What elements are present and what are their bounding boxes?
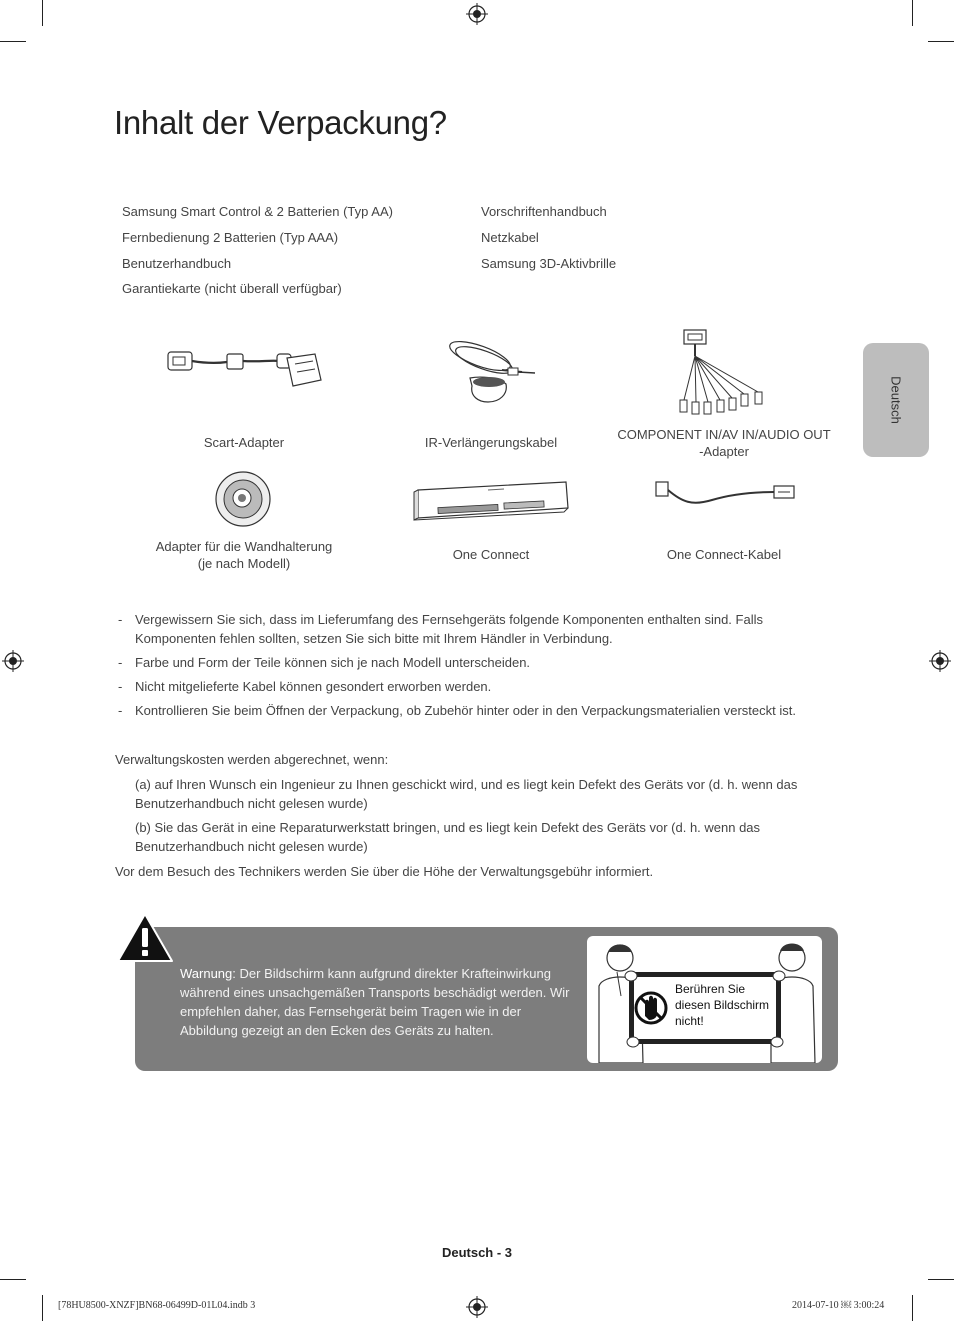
contents-item: Garantiekarte (nicht überall verfügbar) [122,281,342,296]
admin-fee-intro: Verwaltungskosten werden abgerechnet, wenn: [115,752,389,767]
registration-mark-icon [2,650,24,672]
tv-illustration-caption: Berühren Sie diesen Bildschirm nicht! [675,982,770,1028]
warning-triangle-icon [116,912,174,964]
note-text: Kontrollieren Sie beim Öffnen der Verpackung, ob Zubehör hinter oder in den Verpackungsmaterialien versteckt ist. [135,703,796,718]
note-text: Vergewissern Sie sich, dass im Lieferumfang des Fernsehgeräts folgende Komponenten enthalten sind. Falls Komponenten fehlen sollten, setzen Sie sich bitte mit Ihrem Händler in Verbindung. [135,612,763,646]
accessory-label: One Connect-Kabel [666,547,782,562]
warning-label: Warnung [180,966,233,981]
page-title: Inhalt der Verpackung? [114,104,447,141]
tv-carrying-illustration [587,936,822,1063]
wall-mount-adapter-icon [212,467,274,529]
print-slug-timestamp: 2014-07-10 ￼ 3:00:24 [792,1300,885,1311]
admin-fee-case-a: (a) auf Ihren Wunsch ein Ingenieur zu Ihnen geschickt wird, und es liegt kein Defekt des Geräts vor (d. h. wenn das Benutzerhandbuch nicht gelesen wurde) [135,777,798,811]
admin-fee-case-b: (b) Sie das Gerät in eine Reparaturwerkstatt bringen, und es liegt kein Defekt des Geräts vor (d. h. wenn das Benutzerhandbuch nicht gelesen wurde) [135,820,761,854]
contents-item: Samsung 3D-Aktivbrille [481,256,617,271]
crop-mark [0,1279,26,1280]
contents-item: Vorschriftenhandbuch [481,204,607,219]
crop-mark [42,1295,43,1321]
crop-mark [912,0,913,26]
list-item: - Nicht mitgelieferte Kabel können gesondert erworben werden. [118,679,492,694]
language-side-tab [863,343,929,457]
registration-mark-icon [929,650,951,672]
one-connect-box-icon [408,478,573,526]
contents-item: Samsung Smart Control & 2 Batterien (Typ AA) [122,204,393,219]
accessory-label: COMPONENT IN/AV IN/AUDIO OUT -Adapter [617,427,831,459]
component-adapter-icon [670,328,780,420]
one-connect-cable-icon [652,478,797,516]
page-footer: Deutsch - 3 [441,1245,513,1260]
list-item: - Kontrollieren Sie beim Öffnen der Verpackung, ob Zubehör hinter oder in den Verpackungsmaterialien versteckt ist. [118,703,796,718]
list-item: - Vergewissern Sie sich, dass im Lieferumfang des Fernsehgeräts folgende Komponenten enthalten sind. Falls Komponenten fehlen sollten, setzen Sie sich bitte mit Ihrem Händler in Verbindung. [118,612,763,646]
registration-mark-icon [466,3,488,25]
crop-mark [928,41,954,42]
crop-mark [928,1279,954,1280]
registration-mark-icon [466,1296,488,1318]
scart-adapter-icon [165,340,325,392]
list-item: - Farbe und Form der Teile können sich je nach Modell unterscheiden. [118,655,531,670]
note-text: Farbe und Form der Teile können sich je nach Modell unterscheiden. [135,655,531,670]
accessory-label: Adapter für die Wandhalterung (je nach Modell) [155,539,333,571]
side-tab-label: Deutsch [888,376,904,424]
accessory-label: Scart-Adapter [203,435,285,450]
crop-mark [912,1295,913,1321]
contents-item: Fernbedienung 2 Batterien (Typ AAA) [122,230,339,245]
contents-item: Benutzerhandbuch [122,256,232,271]
print-slug-file: [78HU8500-XNZF]BN68-06499D-01L04.indb 3 [58,1300,256,1311]
crop-mark [0,41,26,42]
warning-text [180,964,570,1040]
notes-list [115,610,815,725]
contents-item: Netzkabel [481,230,539,245]
note-text: Nicht mitgelieferte Kabel können gesondert erworben werden. [135,679,492,694]
ir-extender-cable-icon [440,330,540,408]
warning-body: : Der Bildschirm kann aufgrund direkter Krafteinwirkung während eines unsachgemäßen Transports beschädigt werden. Wir empfehlen daher, das Fernsehgerät beim Tragen wie in der Abbildung gezeigt an den Ecken des Geräts zu halten. [180,966,570,1038]
accessory-label: One Connect [452,547,530,562]
admin-fee-closing: Vor dem Besuch des Technikers werden Sie über die Höhe der Verwaltungsgebühr informiert. [115,864,654,879]
crop-mark [42,0,43,26]
accessory-label: IR-Verlängerungskabel [424,435,558,450]
